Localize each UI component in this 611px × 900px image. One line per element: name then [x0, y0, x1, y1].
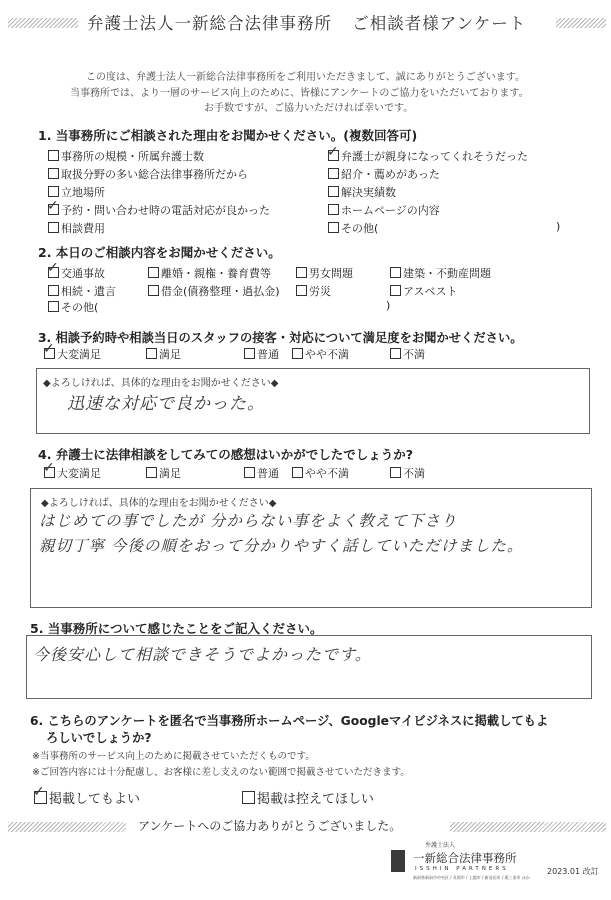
revision-label: 2023.01 改訂 [547, 867, 599, 876]
checkbox[interactable] [390, 348, 401, 359]
q4-reason-box[interactable] [30, 488, 592, 608]
option-label: 普通 [257, 467, 279, 480]
q4-reason-answer-line-1: はじめての事でしたが 分からない事をよく教えて下さり [39, 512, 458, 530]
checkbox[interactable] [244, 348, 255, 359]
q3-option[interactable] [146, 346, 181, 362]
q6-note-1: ※当事務所のサービス向上のために掲載させていただくものです。 [32, 751, 315, 762]
q2-other-close: ) [386, 299, 391, 312]
checkbox-checked[interactable] [328, 150, 339, 161]
q2-option[interactable] [296, 283, 331, 299]
q2-title: 2. 本日のご相談内容をお聞かせください。 [38, 245, 281, 260]
q2-option[interactable] [390, 283, 458, 299]
q1-option[interactable] [48, 148, 270, 166]
option-label: その他( [61, 301, 99, 314]
q6-title-line-2: ろしいでしょうか? [46, 731, 152, 745]
option-label: 不満 [403, 348, 425, 361]
q5-answer: 今後安心して相談できそうでよかったです。 [33, 645, 372, 664]
title-survey: ご相談者様アンケート [352, 14, 527, 33]
q3-reason-prompt: ◆よろしければ、具体的な理由をお聞かせください◆ [43, 378, 279, 389]
q5-answer-box[interactable] [26, 635, 592, 699]
footer-hatch-right [450, 822, 606, 832]
option-label: 掲載してもよい [49, 792, 141, 807]
logo [391, 840, 561, 888]
q1-option[interactable] [48, 220, 270, 238]
checkbox[interactable] [244, 467, 255, 478]
intro-line-3: お手数ですが、ご協力いただければ幸いです。 [204, 103, 414, 114]
footer-thanks: アンケートへのご協力ありがとうございました。 [138, 819, 402, 833]
checkbox[interactable] [390, 267, 401, 278]
option-label: やや不満 [305, 467, 349, 480]
option-label: 取扱分野の多い総合法律事務所だから [61, 168, 248, 181]
q1-option[interactable] [48, 202, 270, 220]
option-label: 満足 [159, 348, 181, 361]
checkbox[interactable] [390, 285, 401, 296]
q6-yes-option[interactable] [34, 788, 140, 807]
option-label: アスベスト [403, 285, 458, 298]
q6-note-2: ※ご回答内容には十分配慮し、お客様に差し支えのない範囲で掲載させていただきます。 [32, 767, 410, 778]
checkbox[interactable] [146, 467, 157, 478]
checkbox[interactable] [48, 150, 59, 161]
option-label: 満足 [159, 467, 181, 480]
option-label: 建築・不動産問題 [403, 267, 491, 280]
q4-option[interactable] [244, 465, 279, 481]
q4-title: 4. 弁護士に法律相談をしてみての感想はいかがでしたでしょうか? [38, 447, 414, 462]
q2-option[interactable] [296, 265, 353, 281]
q3-reason-box[interactable] [36, 368, 590, 434]
q4-option[interactable] [44, 465, 101, 481]
checkbox[interactable] [328, 222, 339, 233]
option-label: 大変満足 [57, 467, 101, 480]
option-label: 交通事故 [61, 267, 105, 280]
q6-no-option[interactable] [242, 788, 374, 807]
q1-left-options [48, 148, 270, 238]
option-label: 借金(債務整理・過払金) [161, 285, 280, 298]
q4-option[interactable] [390, 465, 425, 481]
q3-option[interactable] [244, 346, 279, 362]
checkbox[interactable] [292, 467, 303, 478]
logo-name: 一新総合法律事務所 [413, 851, 517, 865]
option-label: 離婚・親権・養育費等 [161, 267, 271, 280]
q1-option[interactable] [328, 166, 528, 184]
option-label: ホームページの内容 [341, 204, 440, 217]
q3-option[interactable] [390, 346, 425, 362]
logo-roman: ISSHIN PARTNERS [415, 866, 509, 872]
q4-option[interactable] [292, 465, 349, 481]
q3-option[interactable] [44, 346, 101, 362]
checkbox-checked[interactable] [44, 348, 55, 359]
q1-other-close: ) [556, 220, 561, 233]
option-label: 紹介・薦めがあった [341, 168, 440, 181]
checkbox-checked[interactable] [34, 791, 47, 804]
header-hatch-left [8, 18, 78, 28]
q1-right-options [328, 148, 528, 238]
checkbox[interactable] [48, 301, 59, 312]
option-label: やや不満 [305, 348, 349, 361]
option-label: 普通 [257, 348, 279, 361]
q6-title-line-1: 6. こちらのアンケートを匿名で当事務所ホームページ、Googleマイビジネスに掲載してもよ [30, 714, 549, 728]
option-label: 労災 [309, 285, 331, 298]
checkbox[interactable] [148, 285, 159, 296]
option-label: 立地場所 [61, 186, 105, 199]
q2-option[interactable] [148, 283, 280, 299]
logo-small-label: 弁護士法人 [425, 842, 456, 849]
title-office: 弁護士法人一新総合法律事務所 [87, 14, 332, 33]
page-title [87, 10, 526, 34]
option-label: 不満 [403, 467, 425, 480]
option-label: 男女問題 [309, 267, 353, 280]
q4-reason-prompt: ◆よろしければ、具体的な理由をお聞かせください◆ [41, 498, 277, 509]
checkbox[interactable] [296, 285, 307, 296]
q2-option[interactable] [48, 283, 116, 299]
q3-option[interactable] [292, 346, 349, 362]
checkbox[interactable] [146, 348, 157, 359]
q4-option[interactable] [146, 465, 181, 481]
checkbox[interactable] [328, 168, 339, 179]
intro-line-1: この度は、弁護士法人一新総合法律事務所をご利用いただきまして、誠にありがとうございます。 [86, 72, 525, 83]
option-label: 予約・問い合わせ時の電話対応が良かった [61, 204, 270, 217]
q1-title: 1. 当事務所にご相談された理由をお聞かせください。(複数回答可) [38, 128, 418, 143]
q2-option[interactable] [48, 265, 105, 281]
checkbox[interactable] [148, 267, 159, 278]
checkbox[interactable] [242, 791, 255, 804]
q1-option[interactable] [328, 148, 528, 166]
q2-option[interactable] [148, 265, 271, 281]
checkbox[interactable] [48, 222, 59, 233]
q1-option[interactable] [328, 202, 528, 220]
checkbox[interactable] [48, 285, 59, 296]
q1-option[interactable] [48, 166, 270, 184]
option-label: その他( [341, 222, 379, 235]
q1-option[interactable] [328, 220, 528, 238]
checkbox-checked[interactable] [48, 204, 59, 215]
checkbox[interactable] [296, 267, 307, 278]
q3-title: 3. 相談予約時や相談当日のスタッフの接客・対応について満足度をお聞かせください。 [38, 331, 523, 345]
option-label: 相談費用 [61, 222, 105, 235]
q2-row-3[interactable] [48, 299, 98, 315]
checkbox[interactable] [292, 348, 303, 359]
option-label: 弁護士が親身になってくれそうだった [341, 150, 528, 163]
logo-address: 新潟県新潟市中央区 / 長岡市 / 上越市 / 新発田市 / 燕三条市 ほか [413, 875, 530, 880]
logo-mark-icon [391, 850, 405, 872]
checkbox-checked[interactable] [48, 267, 59, 278]
header-hatch-right [556, 18, 606, 28]
q5-title: 5. 当事務所について感じたことをご記入ください。 [30, 621, 323, 636]
option-label: 事務所の規模・所属弁護士数 [61, 150, 204, 163]
checkbox[interactable] [48, 186, 59, 197]
q1-option[interactable] [48, 184, 270, 202]
q2-option[interactable] [390, 265, 491, 281]
option-label: 解決実績数 [341, 186, 396, 199]
q4-reason-answer-line-2: 親切丁寧 今後の順をおって分かりやすく話していただけました。 [39, 537, 524, 555]
intro-line-2: 当事務所では、より一層のサービス向上のために、皆様にアンケートのご協力をいただいております。 [70, 88, 529, 99]
option-label: 大変満足 [57, 348, 101, 361]
checkbox[interactable] [48, 168, 59, 179]
footer-hatch-left [8, 822, 126, 832]
q1-option[interactable] [328, 184, 528, 202]
q3-reason-answer: 迅速な対応で良かった。 [67, 394, 265, 414]
checkbox[interactable] [328, 186, 339, 197]
option-label: 掲載は控えてほしい [257, 792, 375, 807]
checkbox[interactable] [328, 204, 339, 215]
checkbox[interactable] [390, 467, 401, 478]
option-label: 相続・遺言 [61, 285, 116, 298]
checkbox-checked[interactable] [44, 467, 55, 478]
